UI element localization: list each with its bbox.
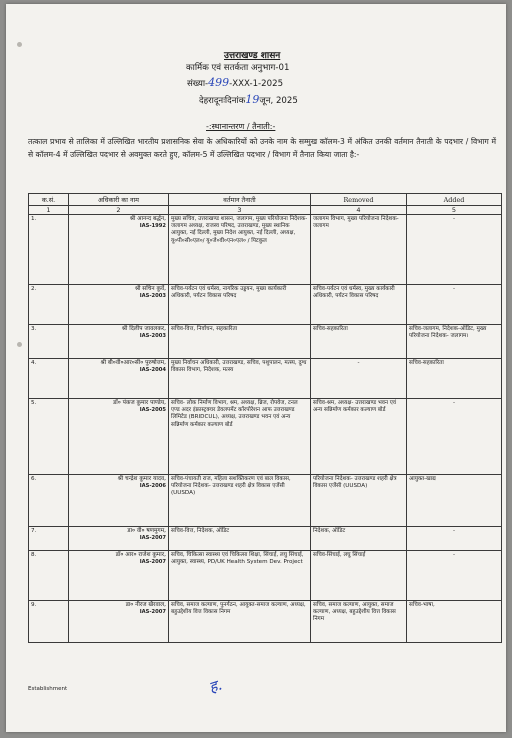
col-num: 2 xyxy=(69,206,169,215)
subject-line: -:स्थानान्तरण / तैनाती:- xyxy=(206,122,276,131)
officer-batch: IAS-2007 xyxy=(139,559,166,566)
cell-officer-name xyxy=(69,551,169,601)
officer-batch: IAS-2003 xyxy=(139,293,166,300)
officer-batch: IAS-2005 xyxy=(139,407,166,414)
cell-added: सचिव-जलागम, निदेशक-ऑडिट, मुख्य परियोजना निदेशक- जलागम। xyxy=(407,325,502,359)
cell-sno: 1. xyxy=(29,215,69,285)
officer-name: डा० नीरज खैरवाल, xyxy=(125,602,166,608)
cell-sno: 3. xyxy=(29,325,69,359)
officer-batch: IAS-2006 xyxy=(139,483,166,490)
order-number: संख्या-499-XXX-1-2025 xyxy=(187,76,284,89)
table-row xyxy=(29,285,502,325)
cell-sno: 4. xyxy=(29,359,69,399)
cell-added: - xyxy=(407,215,502,285)
punch-hole xyxy=(17,42,22,47)
cell-officer-name xyxy=(69,359,169,399)
table-row xyxy=(29,215,502,285)
cell-sno: 8. xyxy=(29,551,69,601)
table-row xyxy=(29,475,502,527)
officer-name: श्री चन्द्रेश कुमार यादव, xyxy=(117,476,166,482)
table-row xyxy=(29,399,502,475)
cell-officer-name xyxy=(69,527,169,551)
cell-removed: सचिव, समाज कल्याण, आयुक्त, समाज कल्याण, अध्यक्ष, बहुउद्देशीय वित्त विकास निगम xyxy=(311,601,407,643)
officer-batch: IAS-2004 xyxy=(139,367,166,374)
cell-added: सचिव-सहकारिता xyxy=(407,359,502,399)
cell-added: - xyxy=(407,551,502,601)
officer-name: श्री दिलीप जावलकर, xyxy=(121,326,166,332)
cell-added: - xyxy=(407,527,502,551)
intro-paragraph: तत्काल प्रभाव से तालिका में उल्लिखित भारतीय प्रशासनिक सेवा के अधिकारियों को उनके नाम के सम्मुख कॉलम-3 में अंकित उनकी वर्तमान तैनाती के पदभार / विभाग में से कॉलम-4 में उल्लिखित पदभार से अवमुक्त करते हुए, कॉलम-5 में उल्लिखित पदभार / विभाग में तैनात किया जाता है:- xyxy=(28,137,496,159)
officer-name: श्री आनन्द बर्द्धन, xyxy=(129,216,166,222)
cell-removed: सचिव-सिंचाई, लघु सिंचाई xyxy=(311,551,407,601)
officer-name: डॉ० पंकज कुमार पाण्डेय, xyxy=(113,400,166,406)
cell-current-posting: मुख्य निर्वाचन अधिकारी, उत्तराखण्ड, सचिव, पशुपालन, मत्स्य, दुग्ध विकास विभाग, निदेशक, मत्स्य xyxy=(169,359,311,399)
cell-removed: परियोजना निदेशक- उत्तराखण्ड शहरी क्षेत्र विकास एजेंसी (UUSDA) xyxy=(311,475,407,527)
officer-batch: IAS-2003 xyxy=(139,333,166,340)
cell-current-posting: सचिव, समाज कल्याण, पुनर्गठन, आयुक्त-समाज कल्याण, अध्यक्ष, बहुउद्देशीय वित्त विकास निगम xyxy=(169,601,311,643)
cell-removed: सचिव-सहकारिता xyxy=(311,325,407,359)
column-number-row xyxy=(29,206,502,215)
cell-officer-name xyxy=(69,285,169,325)
cell-current-posting: सचिव- लोक निर्माण विभाग, श्रम, अध्यक्ष, ब्रिज, रोपवेज, टनल एण्ड अदर इंफ्रास्ट्रक्चर डेवलपमेंट कॉरपोरेशन आफ उत्तराखण्ड लिमिटेड (BRIDCUL), अध्यक्ष, उत्तराखण्ड भवन एवं अन्य सन्निर्माण कर्मकार कल्याण बोर्ड xyxy=(169,399,311,475)
officer-batch: IAS-2007 xyxy=(139,609,166,616)
cell-officer-name xyxy=(69,325,169,359)
table-row xyxy=(29,551,502,601)
cell-sno: 5. xyxy=(29,399,69,475)
cell-added: - xyxy=(407,399,502,475)
cell-sno: 6. xyxy=(29,475,69,527)
cell-added: आयुक्त-खाद्य xyxy=(407,475,502,527)
officer-name: श्री बी०वी०आर०सी० पुरुषोत्तम, xyxy=(100,360,166,366)
government-title: उत्तराखण्ड शासन xyxy=(224,51,281,61)
header-sno: क.सं. xyxy=(29,194,69,206)
cell-sno: 7. xyxy=(29,527,69,551)
officer-name: डा० वी० षणमुगम, xyxy=(127,528,166,534)
cell-current-posting: सचिव, चिकित्सा स्वास्थ्य एवं चिकित्सा शिक्षा, सिंचाई, लघु सिंचाई, आयुक्त, स्वास्थ्य, PD/UK Health System Dev. Project xyxy=(169,551,311,601)
officer-name: श्री सचिन कुर्वे, xyxy=(134,286,166,292)
cell-removed: जलागम विभाग, मुख्य परियोजना निदेशक-जलागम xyxy=(311,215,407,285)
col-num: 3 xyxy=(169,206,311,215)
officer-batch: IAS-2007 xyxy=(139,535,166,542)
punch-hole xyxy=(17,342,22,347)
cell-current-posting: सचिव-पर्यटन एवं धर्मस्व, नागरिक उड्डयन, मुख्य कार्यकारी अधिकारी, पर्यटन विकास परिषद xyxy=(169,285,311,325)
cell-added: सचिव-भाषा, xyxy=(407,601,502,643)
table-row xyxy=(29,527,502,551)
signature: ह. xyxy=(206,675,225,697)
cell-officer-name xyxy=(69,601,169,643)
footer-label: Establishment xyxy=(28,686,68,692)
cell-officer-name xyxy=(69,215,169,285)
cell-current-posting: सचिव-वित्त, निर्वाचन, सहकारिता xyxy=(169,325,311,359)
table-row xyxy=(29,601,502,643)
officer-name: डॉ० आर० राजेश कुमार, xyxy=(115,552,166,558)
header-name: अधिकारी का नाम xyxy=(69,194,169,206)
handwritten-number: 499 xyxy=(208,76,230,89)
cell-officer-name xyxy=(69,399,169,475)
cell-removed: निदेशक, ऑडिट xyxy=(311,527,407,551)
cell-removed: सचिव-पर्यटन एवं धर्मस्व, मुख्य कार्यकारी अधिकारी, पर्यटन विकास परिषद xyxy=(311,285,407,325)
col-num: 5 xyxy=(407,206,502,215)
cell-added: - xyxy=(407,285,502,325)
header-current: वर्तमान तैनाती xyxy=(169,194,311,206)
header-removed: Removed xyxy=(311,194,407,206)
col-num: 1 xyxy=(29,206,69,215)
col-num: 4 xyxy=(311,206,407,215)
cell-officer-name xyxy=(69,475,169,527)
order-date: देहरादूनःदिनांक19जून, 2025 xyxy=(199,93,298,106)
table-row xyxy=(29,325,502,359)
cell-current-posting: सचिव-पंचायती राज, महिला सशक्तिकरण एवं बाल विकास, परियोजना निदेशक- उत्तराखण्ड शहरी क्षेत्र विकास एजेंसी (UUSDA) xyxy=(169,475,311,527)
cell-removed: सचिव-श्रम, अध्यक्ष- उत्तराखण्ड भवन एवं अन्य सन्निर्माण कर्मकार कल्याण बोर्ड xyxy=(311,399,407,475)
cell-current-posting: मुख्य सचिव, उत्तराखण्ड शासन, जलागम, मुख्य परियोजना निदेशक-जलागम अध्यक्ष, राजस्व परिषद, उत्तराखण्ड, मुख्य स्थानिक आयुक्त, नई दिल्ली, मुख्य निदेश आयुक्त, नई दिल्ली, अध्यक्ष, यू०पी०सी०एल०/ यू०जे०वी०एन०एल० / पिटकुल xyxy=(169,215,311,285)
officer-batch: IAS-1992 xyxy=(139,223,166,230)
table-row xyxy=(29,359,502,399)
cell-sno: 9. xyxy=(29,601,69,643)
cell-sno: 2. xyxy=(29,285,69,325)
header-added: Added xyxy=(407,194,502,206)
document-page xyxy=(6,4,506,732)
table-header-row xyxy=(29,194,502,206)
section-title: कार्मिक एवं सतर्कता अनुभाग-01 xyxy=(186,63,290,73)
transfer-table xyxy=(28,193,502,643)
cell-current-posting: सचिव-वित्त, निदेशक, ऑडिट xyxy=(169,527,311,551)
cell-removed: - xyxy=(311,359,407,399)
handwritten-date: 19 xyxy=(245,93,260,106)
